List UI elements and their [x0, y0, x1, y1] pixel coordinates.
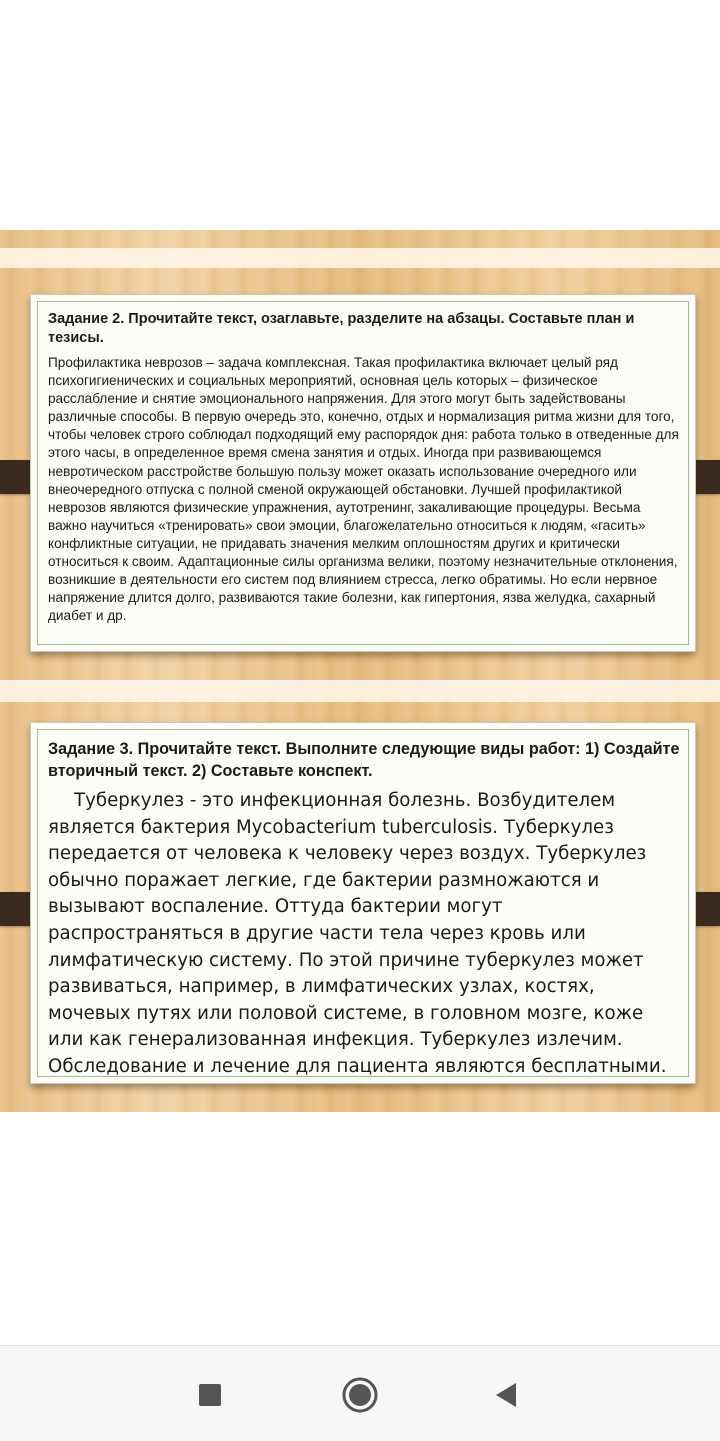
- home-button[interactable]: [335, 1370, 385, 1420]
- slide-task-2: [0, 230, 720, 680]
- task-heading: Задание 2. Прочитайте текст, озаглавьте, разделите на абзацы. Составьте план и тезисы.: [48, 311, 635, 346]
- task-card: [30, 722, 696, 1084]
- home-icon: [340, 1375, 380, 1415]
- task-text: Туберкулез - это инфекционная болезнь. Возбудителем является бактерия Mycobacterium tuberculosis. Туберкулез передается от человека к человеку через воздух. Туберкулез обычно поражает легкие, где бактерии размножаются и вызывают воспаление. Оттуда бактерии могут распространяться в другие части тела через кровь или лимфатическую систему. По этой причине туберкулез может развиваться, например, в лимфатических узлах, костях, мочевых путях или половой системе, в головном мозге, коже или как генерализованная инфекция. Туберкулез излечим. Обследование и лечение для пациента являются бесплатными.: [48, 790, 667, 1077]
- slide-light-band: [0, 248, 720, 268]
- recents-icon: [197, 1382, 223, 1408]
- back-button[interactable]: [481, 1370, 531, 1420]
- slide-light-band: [0, 682, 720, 702]
- task-card-frame: [37, 301, 689, 645]
- back-icon: [492, 1380, 520, 1410]
- task-card: [30, 294, 696, 652]
- system-navigation-bar: [0, 1345, 720, 1441]
- slide-task-3: [0, 682, 720, 1112]
- task-text: Профилактика неврозов – задача комплексная. Такая профилактика включает целый ряд психогигиенических и социальных мероприятий, основная цель которых – физическое расслабление и снятие эмоционального напряжения. Для этого могут быть задействованы различные способы. В первую очередь это, конечно, отдых и нормализация ритма жизни для того, чтобы человек строго соблюдал подходящий ему распорядок дня: работа только в отведенные для этого часы, в определенное время смена занятия и отдых. Иногда при развивающемся невротическом расстройстве большую пользу может оказать использование очередного или внеочередного отпуска с полной сменой окружающей обстановки. Лучшей профилактикой неврозов являются физические упражнения, аутотренинг, закаливающие процедуры. Весьма важно научиться «тренировать» свои эмоции, благожелательно относиться к людям, «гасить» конфликтные ситуации, не придавать значения мелким оплошностям других и критически относиться к своим. Адаптационные силы организма велики, поэтому незначительные отклонения, возникшие в деятельности его систем под влиянием стресса, легко обратимы. Но если нервное напряжение длится долго, развиваются такие болезни, как гипертония, язва желудка, сахарный диабет и др.: [48, 355, 679, 624]
- recents-button[interactable]: [185, 1370, 235, 1420]
- task-card-frame: [37, 729, 689, 1077]
- task-heading: Задание 3. Прочитайте текст. Выполните следующие виды работ: 1) Создайте вторичный текст. 2) Составьте конспект.: [48, 740, 680, 780]
